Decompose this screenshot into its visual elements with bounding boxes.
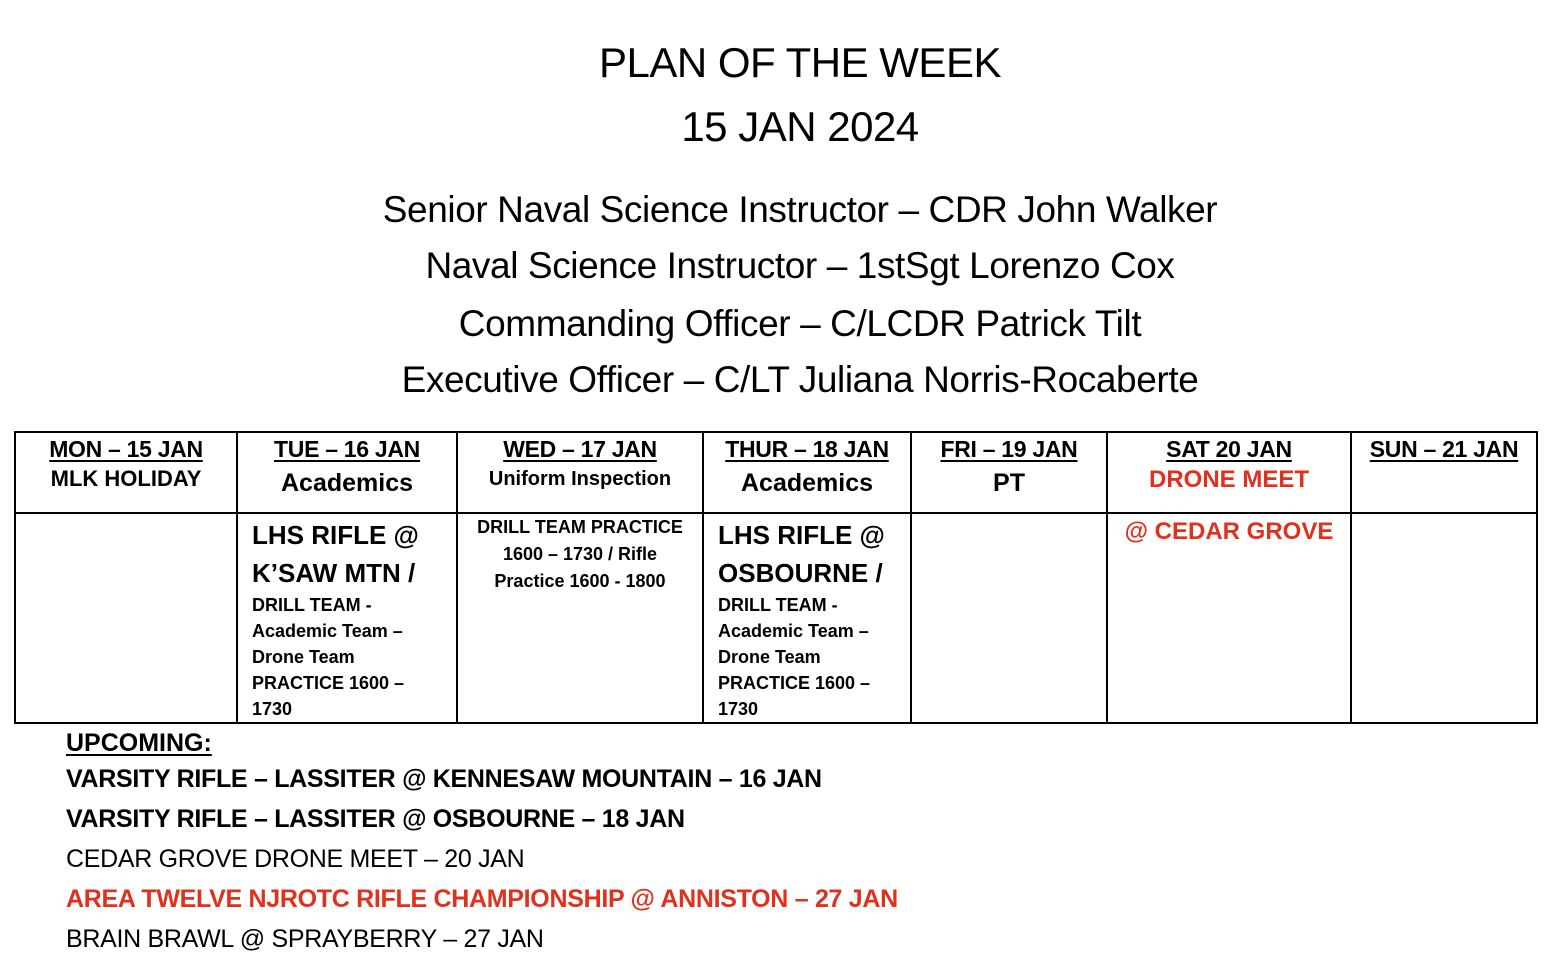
details-line: LHS RIFLE @ (718, 520, 885, 550)
staff-commanding-officer: Commanding Officer – C/LCDR Patrick Tilt (458, 303, 1142, 344)
details-line: OSBOURNE / (718, 558, 883, 588)
primary-event-label: DRONE MEET (1148, 466, 1309, 493)
upcoming-item: AREA TWELVE NJROTC RIFLE CHAMPIONSHIP @ ANNISTON – 27 JAN (66, 885, 898, 913)
upcoming-section (66, 727, 898, 959)
details-line: PRACTICE 1600 – (252, 673, 405, 693)
day-header-tue (237, 432, 457, 464)
details-line: 1730 (718, 699, 759, 719)
primary-event-label: Academics (280, 469, 414, 497)
details-line: Drone Team (252, 647, 355, 667)
details-line: Academic Team – (718, 621, 869, 641)
page-date: 15 JAN 2024 (681, 103, 919, 150)
primary-event-wed (457, 464, 703, 513)
primary-event-tue (237, 464, 457, 513)
details-line: LHS RIFLE @ (252, 520, 419, 550)
day-header-thur (703, 432, 911, 464)
day-header-label: FRI – 19 JAN (940, 436, 1078, 462)
details-sat (1107, 513, 1351, 723)
details-line: Practice 1600 - 1800 (494, 571, 666, 591)
staff-instructor: Naval Science Instructor – 1stSgt Lorenzo Cox (425, 245, 1175, 286)
primary-event-label: MLK HOLIDAY (50, 466, 202, 491)
day-header-label: WED – 17 JAN (503, 436, 657, 462)
details-line: Academic Team – (252, 621, 403, 641)
primary-event-thur (703, 464, 911, 513)
day-header-label: TUE – 16 JAN (274, 436, 420, 462)
day-header-fri (911, 432, 1107, 464)
details-line: 1600 – 1730 / Rifle (502, 544, 658, 564)
details-mon (15, 513, 237, 723)
primary-event-label: Uniform Inspection (488, 468, 672, 490)
day-header-wed (457, 432, 703, 464)
details-line: K’SAW MTN / (252, 558, 416, 588)
day-header-row (15, 432, 1537, 464)
primary-event-fri (911, 464, 1107, 513)
details-line: 1730 (252, 699, 293, 719)
upcoming-item: BRAIN BRAWL @ SPRAYBERRY – 27 JAN (66, 925, 544, 953)
primary-event-label: Academics (740, 469, 874, 497)
day-header-label: THUR – 18 JAN (725, 436, 889, 462)
details-line: Drone Team (718, 647, 821, 667)
upcoming-item: VARSITY RIFLE – LASSITER @ KENNESAW MOUNTAIN – 16 JAN (66, 765, 822, 793)
staff-senior-instructor: Senior Naval Science Instructor – CDR John Walker (382, 189, 1218, 230)
details-line: @ CEDAR GROVE (1124, 518, 1334, 545)
details-line: DRILL TEAM - (252, 595, 372, 615)
day-header-sat (1107, 432, 1351, 464)
day-header-label: MON – 15 JAN (49, 436, 203, 462)
details-line: PRACTICE 1600 – (718, 673, 871, 693)
primary-event-sun (1351, 464, 1537, 513)
upcoming-item: CEDAR GROVE DRONE MEET – 20 JAN (66, 845, 525, 873)
details-tue (237, 513, 457, 723)
details-sun (1351, 513, 1537, 723)
details-line: DRILL TEAM PRACTICE (477, 517, 683, 537)
day-header-label: SAT 20 JAN (1166, 436, 1292, 462)
primary-event-sat (1107, 464, 1351, 513)
day-header-mon (15, 432, 237, 464)
details-row (15, 513, 1537, 723)
primary-event-row (15, 464, 1537, 513)
primary-event-mon (15, 464, 237, 513)
details-line: DRILL TEAM - (718, 595, 838, 615)
page-title: PLAN OF THE WEEK (599, 39, 1001, 86)
staff-executive-officer: Executive Officer – C/LT Juliana Norris-Rocaberte (401, 359, 1199, 400)
weekly-schedule-table (14, 431, 1538, 724)
day-header-label: SUN – 21 JAN (1369, 436, 1519, 462)
primary-event-label: PT (993, 469, 1025, 497)
details-fri (911, 513, 1107, 723)
day-header-sun (1351, 432, 1537, 464)
upcoming-item: VARSITY RIFLE – LASSITER @ OSBOURNE – 18 JAN (66, 805, 685, 833)
upcoming-heading: UPCOMING: (66, 729, 212, 757)
details-thur (703, 513, 911, 723)
details-wed (457, 513, 703, 723)
